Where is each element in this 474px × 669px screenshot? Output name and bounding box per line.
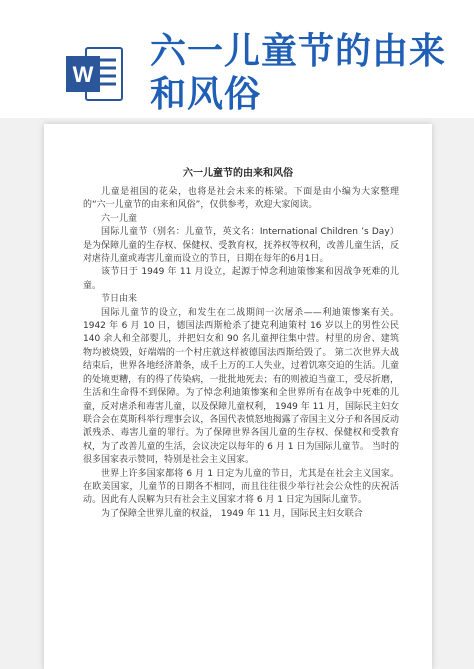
banner-title-line2: 和风俗 bbox=[150, 74, 262, 115]
document-body bbox=[83, 186, 399, 521]
paragraph-rights: 为了保障全世界儿童的权益， 1949 年 11 月，国际民主妇女联合 bbox=[101, 508, 363, 519]
word-document-icon bbox=[66, 44, 124, 104]
paragraph-founding: 该节日于 1949 年 11 月设立，起源于悼念利迪策惨案和因战争死难的儿童。 bbox=[83, 267, 399, 291]
banner-title bbox=[150, 30, 460, 116]
header-banner bbox=[0, 0, 474, 120]
paragraph-countries: 世界上许多国家都将 6 月 1 日定为儿童的节日，尤其是在社会主义国家。 在欧美国家，儿童节的日期各不相同，而且往往很少举行社会公众性的庆祝活动。因此有人误解为只有社会主义国家才将 6 月 1 日定为国际儿童节。 bbox=[83, 468, 399, 506]
paragraph-history: 国际儿童节的设立，和发生在二战期间一次屠杀——利迪策惨案有关。 1942 年 6 月 10 日，德国法西斯枪杀了捷克利迪策村 16 岁以上的男性公民 140 余人和全部婴儿，并把妇女和 90 名儿童押往集中营。村里的房舍、建筑物均被烧毁，好端端的一个村庄就这样被德国法西斯给毁了。 第二次世界大战结束后，世界各地经济萧条，成千上万的工人失业，过着饥寒交迫的生活。儿童的处境更糟，有的得了传染病，一批批地死去；有的则被迫当童工，受尽折磨，生活和生命得不到保障。为了悼念利迪策惨案和全世界所有在战争中死难的儿童，反对虐杀和毒害儿童，以及保障儿童权利， 1949 年 11 月，国际民主妇女联合会在莫斯科举行理事会议，各国代表愤怒地揭露了帝国主义分子和各国反动派残杀、毒害儿童的罪行。为了保障世界各国儿童的生存权、保健权和受教育权，为了改善儿童的生活，会议决定以每年的 6 月 1 日为国际儿童节。 当时的很多国家表示赞同，特别是社会主义国家。 bbox=[83, 307, 399, 466]
paragraph-definition: 国际儿童节（别名：儿童节，英文名：International Children ’s Day）是为保障儿童的生存权、保健权、受教育权，抚养权等权利，改善儿童生活，反对虐待儿童或毒害儿童而设立的节日，日期在每年的6月1日。 bbox=[83, 227, 399, 265]
banner-title-line1: 六一儿童节的由来 bbox=[150, 31, 447, 72]
word-icon-letter: W bbox=[72, 62, 94, 87]
paragraph-heading-origin: 节日由来 bbox=[101, 294, 138, 305]
document-page bbox=[44, 124, 432, 669]
document-title: 六一儿童节的由来和风俗 bbox=[183, 168, 293, 179]
paragraph-heading-liuyi: 六一儿童 bbox=[101, 213, 138, 224]
paragraph-intro: 儿童是祖国的花朵，也将是社会未来的栋梁。下面是由小编为大家整理的“六一儿童节的由来和风俗”，仅供参考，欢迎大家阅读。 bbox=[83, 187, 399, 211]
